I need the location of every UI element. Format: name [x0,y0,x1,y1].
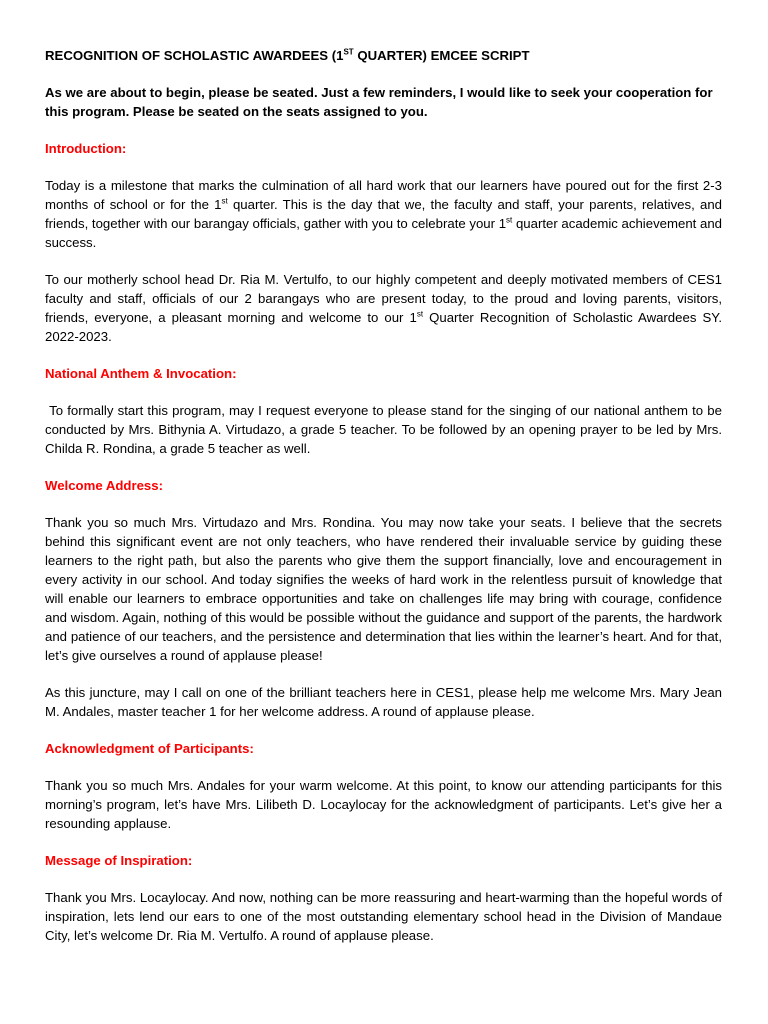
introduction-paragraph-1: Today is a milestone that marks the culmination of all hard work that our learners have poured out for the first 2-3 months of school or for the 1st quarter. This is the day that we, the faculty and staff, your parents, relatives, and friends, together with our barangay officials, gather with you to celebrate your 1st quarter academic achievement and success. [45,178,722,250]
document-title [45,46,722,65]
heading-introduction: Introduction: [45,141,127,156]
welcome-paragraph-2: As this juncture, may I call on one of the brilliant teachers here in CES1, please help me welcome Mrs. Mary Jean M. Andales, master teacher 1 for her welcome address. A round of applause please. [45,685,722,719]
intro-reminder: As we are about to begin, please be seated. Just a few reminders, I would like to seek your cooperation for this program. Please be seated on the seats assigned to you. [45,85,713,119]
anthem-paragraph: To formally start this program, may I request everyone to please stand for the singing of our national anthem to be conducted by Mrs. Bithynia A. Virtudazo, a grade 5 teacher. To be followed by an opening prayer to be led by Mrs. Childa R. Rondina, a grade 5 teacher as well. [45,403,726,456]
introduction-paragraph-2: To our motherly school head Dr. Ria M. Vertulfo, to our highly competent and deeply motivated members of CES1 faculty and staff, officials of our 2 barangays who are present today, to the proud and loving parents, visitors, friends, everyone, a pleasant morning and welcome to our 1st Quarter Recognition of Scholastic Awardees SY. 2022-2023. [45,272,723,344]
heading-acknowledgment: Acknowledgment of Participants: [45,741,254,756]
heading-message-of-inspiration: Message of Inspiration: [45,853,193,868]
title-text: RECOGNITION OF SCHOLASTIC AWARDEES (1 [45,48,344,63]
title-superscript: ST [343,47,354,57]
inspiration-paragraph: Thank you Mrs. Locaylocay. And now, nothing can be more reassuring and heart-warming than the hopeful words of inspiration, lets lend our ears to one of the most outstanding elementary school head in the Division of Mandaue City, let’s welcome Dr. Ria M. Vertulfo. A round of applause please. [45,890,722,943]
acknowledgment-paragraph: Thank you so much Mrs. Andales for your warm welcome. At this point, to know our attending participants for this morning’s program, let’s have Mrs. Lilibeth D. Locaylocay for the acknowledgment of participants. Let’s give her a resounding applause. [45,778,722,831]
title-text-end: QUARTER) EMCEE SCRIPT [353,48,530,63]
heading-anthem-invocation: National Anthem & Invocation: [45,366,237,381]
welcome-paragraph-1: Thank you so much Mrs. Virtudazo and Mrs. Rondina. You may now take your seats. I believe that the secrets behind this significant event are not only teachers, who have rendered their invaluable service by guiding these learners to the right path, but also the parents who give them the support financially, love and encouragement in every activity in our school. And today signifies the weeks of hard work in the relentless pursuit of knowledge that will enable our learners to embrace opportunities and take on challenges life may bring with courage, confidence and wisdom. Again, nothing of this would be possible without the guidance and support of the parents, the hardwork and patience of our teachers, and the persistence and determination that lies within the learner’s heart. And for that, let’s give ourselves a round of applause please! [45,515,722,663]
heading-welcome-address: Welcome Address: [45,478,163,493]
